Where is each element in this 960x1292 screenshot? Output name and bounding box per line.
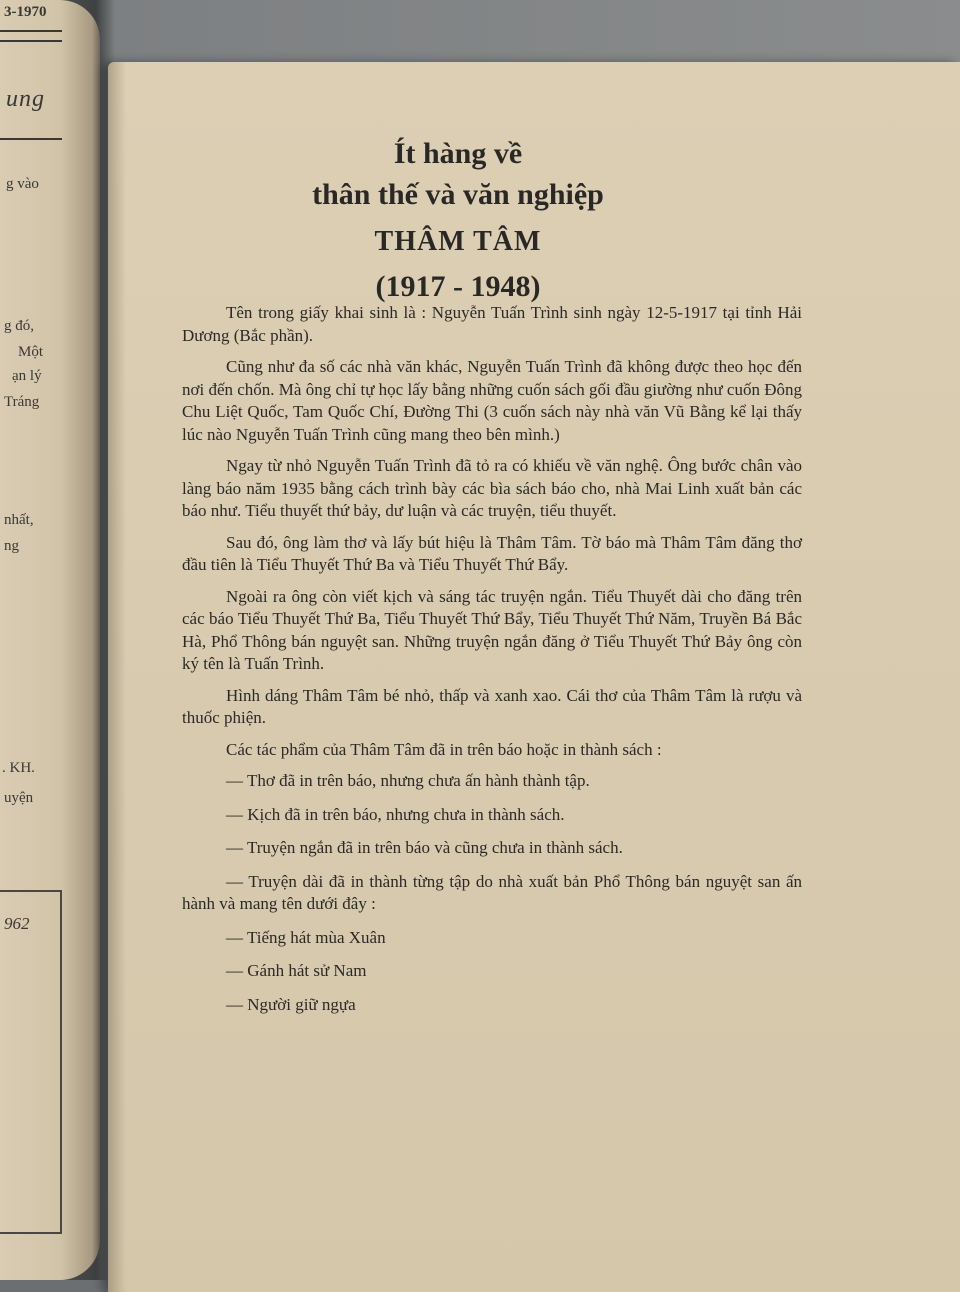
left-page-fragment: . KH. xyxy=(2,760,35,776)
left-page-rule xyxy=(0,40,62,42)
left-page-fragment: 962 xyxy=(4,914,30,933)
title-line-2: thân thế và văn nghiệp xyxy=(312,178,604,211)
novel-title: — Người giữ ngựa xyxy=(226,994,356,1014)
left-page-frame xyxy=(0,890,62,1234)
paragraph: Ngay từ nhỏ Nguyễn Tuấn Trình đã tỏ ra có khiếu về văn nghệ. Ông bước chân vào làng báo năm 1935 bằng cách trình bày các bìa sách báo cho, nhà Mai Linh xuất bản các báo như. Tiểu thuyết thứ bảy, dư luận và các truyện, tiểu thuyết. xyxy=(182,456,802,520)
left-page-fragment: Một xyxy=(18,344,44,360)
left-page-fragment: Tráng xyxy=(4,394,40,410)
works-item: — Truyện ngắn đã in trên báo và cũng chưa in thành sách. xyxy=(226,838,623,857)
paragraph: Cũng như đa số các nhà văn khác, Nguyễn Tuấn Trình đã không được theo học đến nơi đến chốn. Mà ông chỉ tự học lấy bằng những cuốn sách gối đầu giường như cuốn Đông Chu Liệt Quốc, Tam Quốc Chí, Đường Thi (3 cuốn sách này nhà văn Vũ Bằng kể lại thấy lúc nào Nguyễn Tuấn Trình cũng mang theo bên mình.) xyxy=(182,357,802,444)
title-author-name: THÂM TÂM xyxy=(374,226,542,257)
body-text xyxy=(182,302,802,1027)
paragraph: Tên trong giấy khai sinh là : Nguyễn Tuấn Trình sinh ngày 12-5-1917 tại tỉnh Hải Dương (Bắc phần). xyxy=(182,303,802,345)
paragraph: Sau đó, ông làm thơ và lấy bút hiệu là Thâm Tâm. Tờ báo mà Thâm Tâm đăng thơ đầu tiên là Tiểu Thuyết Thứ Ba và Tiểu Thuyết Thứ Bẩy. xyxy=(182,532,802,574)
left-page-fragment: g đó, xyxy=(4,318,34,334)
paragraph: Ngoài ra ông còn viết kịch và sáng tác truyện ngắn. Tiểu Thuyết dài cho đăng trên các báo Tiểu Thuyết Thứ Ba, Tiểu Thuyết Thứ Bẩy, Tiểu Thuyết Thứ Năm, Truyền Bá Bắc Hà, Phổ Thông bán nguyệt san. Những truyện ngắn đăng ở Tiểu Thuyết Thứ Bảy ông còn ký tên là Tuấn Trình. xyxy=(182,586,802,673)
paragraph: Các tác phẩm của Thâm Tâm đã in trên báo hoặc in thành sách : xyxy=(226,739,662,759)
left-facing-page xyxy=(0,0,100,1280)
novel-title: — Gánh hát sử Nam xyxy=(226,961,367,980)
left-page-fragment: ạn lý xyxy=(12,368,42,384)
left-page-fragment: g vào xyxy=(6,176,39,192)
paragraph: Hình dáng Thâm Tâm bé nhỏ, thấp và xanh xao. Cái thơ của Thâm Tâm là rượu và thuốc phiện. xyxy=(182,685,802,727)
novel-title: — Tiếng hát mùa Xuân xyxy=(226,927,386,947)
title-line-1: Ít hàng về xyxy=(393,137,523,170)
book-page xyxy=(108,62,960,1292)
title-years: (1917 - 1948) xyxy=(375,270,541,303)
left-page-rule xyxy=(0,138,62,140)
left-page-fragment: 3-1970 xyxy=(4,4,47,20)
left-page-fragment: ng xyxy=(4,538,19,554)
works-item: — Kịch đã in trên báo, nhưng chưa in thành sách. xyxy=(226,804,565,824)
works-item: — Thơ đã in trên báo, nhưng chưa ấn hành thành tập. xyxy=(226,771,590,790)
left-page-fragment: ung xyxy=(6,86,45,112)
left-page-fragment: uyện xyxy=(4,790,34,806)
works-item: — Truyện dài đã in thành từng tập do nhà xuất bản Phổ Thông bán nguyệt san ấn hành và mang tên dưới đây : xyxy=(182,871,802,913)
left-page-rule xyxy=(0,30,62,32)
left-page-fragment: nhất, xyxy=(4,512,34,528)
title-block xyxy=(108,134,808,308)
